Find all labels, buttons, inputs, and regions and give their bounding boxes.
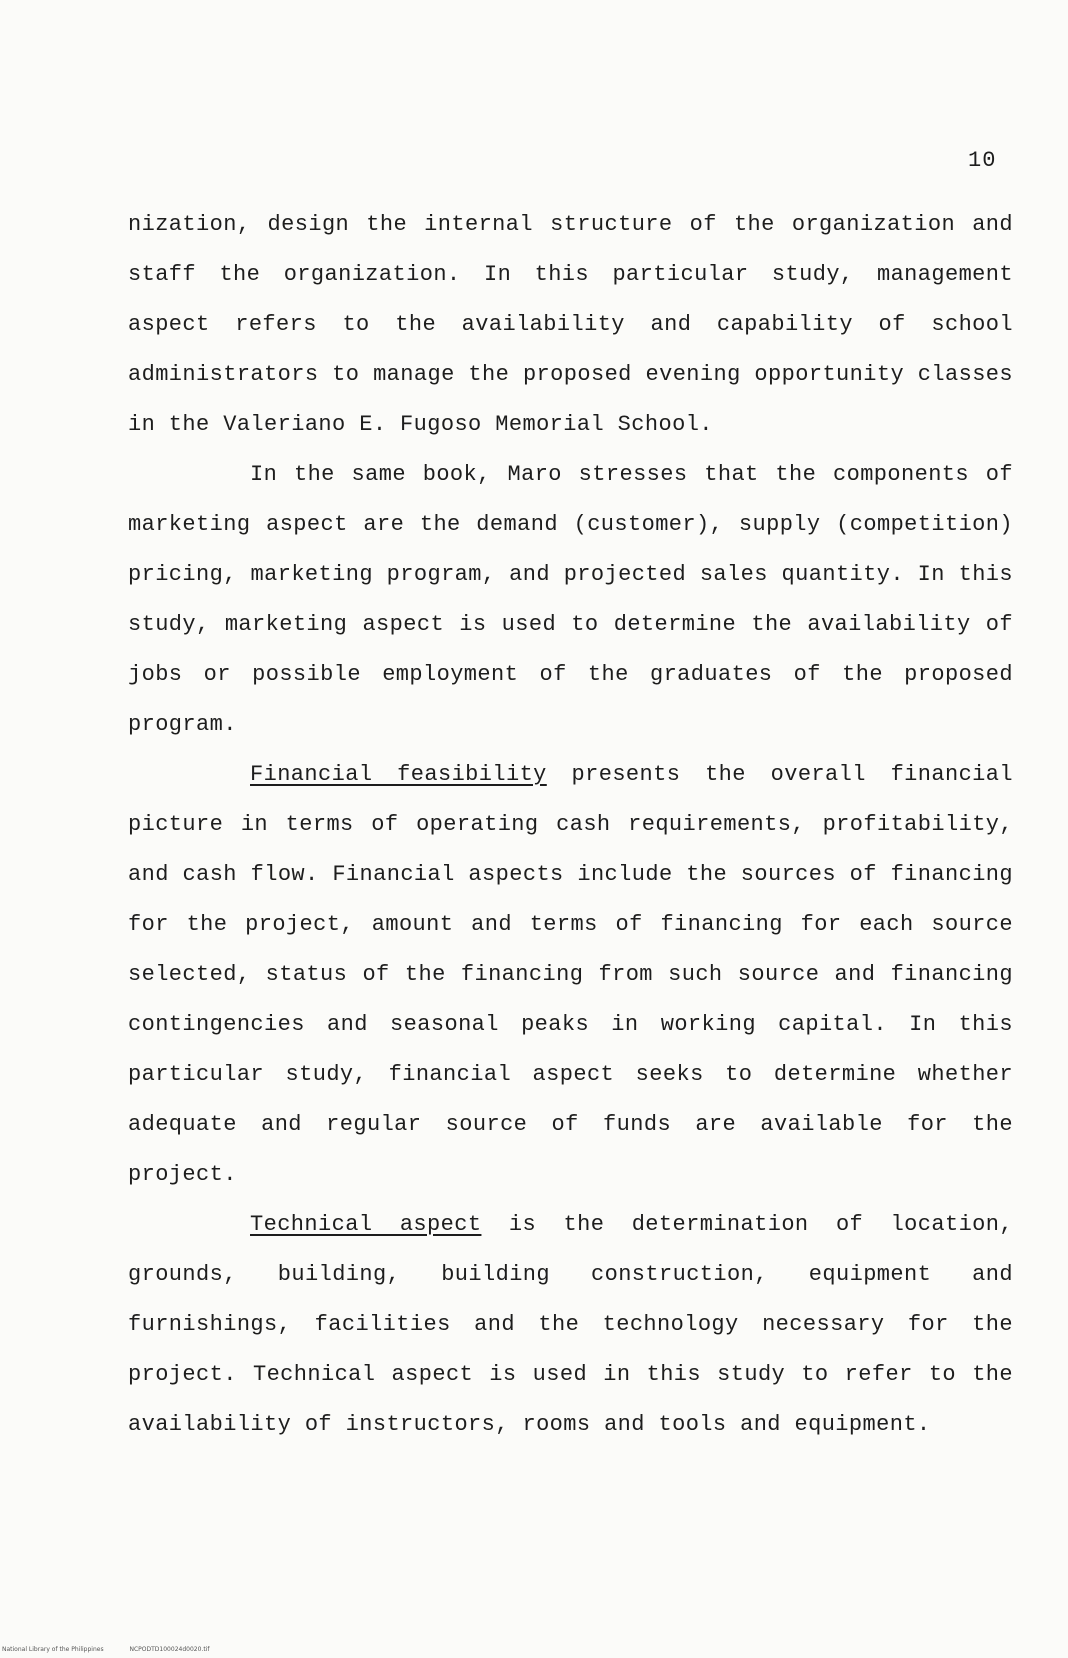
paragraph-financial-text: presents the overall financial picture in terms of operating cash requirements, profitability, and cash flow. Financial aspects include the sources of financing for the project, amount and terms of financing for each source selected, status of the financing from such source and financing contingencies and seasonal peaks in working capital. In this particular study, financial aspect seeks to determine whether adequate and regular source of funds are available for the project. [128, 762, 1013, 1187]
paragraph-marketing: In the same book, Maro stresses that the components of marketing aspect are the demand (customer), supply (competition) pricing, marketing program, and projected sales quantity. In this study, marketing aspect is used to determine the availability of jobs or possible employment of the graduates of the proposed program. [128, 462, 1013, 737]
paragraph-technical [128, 1200, 1013, 1450]
document-body [128, 200, 1013, 1450]
page-number: 10 [968, 148, 997, 173]
term-technical-aspect: Technical aspect [250, 1212, 482, 1237]
scan-footer [2, 1646, 209, 1653]
paragraph-technical-text: is the determination of location, grounds, building, building construction, equipment and furnishings, facilities and the technology necessary for the project. Technical aspect is used in this study to refer to the availability of instructors, rooms and tools and equipment. [128, 1212, 1013, 1437]
footer-file-id: NCPODTD100024d0020.tif [129, 1646, 210, 1653]
paragraph-financial [128, 750, 1013, 1200]
paragraph-management: nization, design the internal structure of the organization and staff the organization. In this particular study, management aspect refers to the availability and capability of school administrators to manage the proposed evening opportunity classes in the Valeriano E. Fugoso Memorial School. [128, 212, 1013, 437]
footer-library: National Library of the Philippines [2, 1646, 104, 1653]
term-financial-feasibility: Financial feasibility [250, 762, 547, 787]
